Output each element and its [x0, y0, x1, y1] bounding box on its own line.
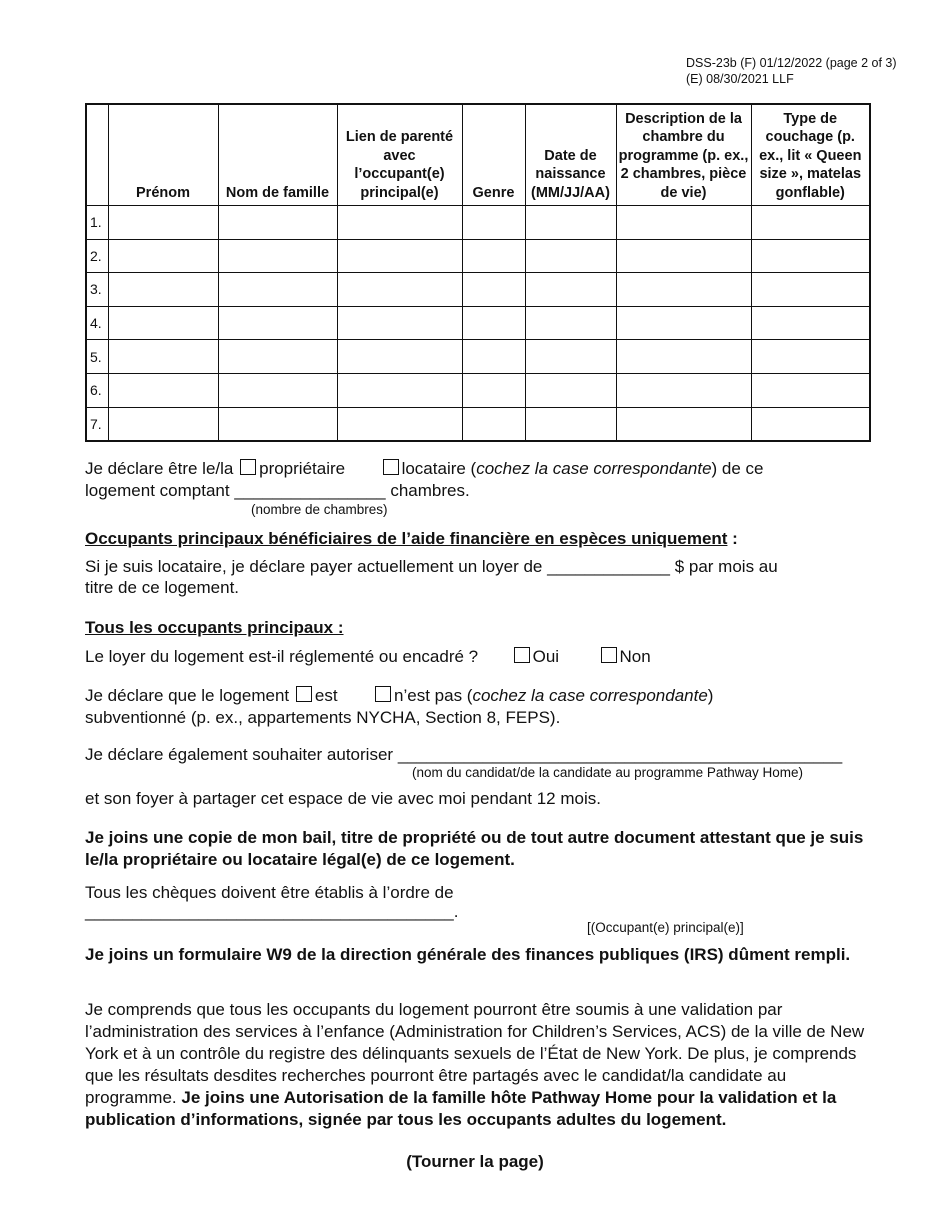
first-name-cell[interactable]: [108, 373, 218, 407]
birthdate-cell[interactable]: [525, 239, 616, 273]
last-name-cell[interactable]: [218, 206, 337, 240]
birthdate-cell[interactable]: [525, 407, 616, 441]
rooms-label: logement comptant: [85, 481, 230, 500]
room-description-cell[interactable]: [616, 273, 751, 307]
last-name-cell[interactable]: [218, 373, 337, 407]
gender-cell[interactable]: [462, 340, 525, 374]
form-code-line2: (E) 08/30/2021 LLF: [686, 72, 794, 86]
gender-cell[interactable]: [462, 407, 525, 441]
col-relationship-header: Lien de parenté avec l’occupant(e) principal(e): [337, 104, 462, 206]
bedding-type-cell[interactable]: [751, 206, 870, 240]
last-name-cell[interactable]: [218, 340, 337, 374]
table-row: [86, 340, 870, 374]
row-number: 1.: [86, 206, 108, 240]
col-gender-header: Genre: [462, 104, 525, 206]
subsidized-label: Je déclare que le logement: [85, 686, 290, 705]
room-description-cell[interactable]: [616, 306, 751, 340]
first-name-cell[interactable]: [108, 306, 218, 340]
relationship-cell[interactable]: [337, 306, 462, 340]
rent-regulated-no-checkbox[interactable]: [601, 647, 617, 663]
first-name-cell[interactable]: [108, 407, 218, 441]
subsidized-line2: subventionné (p. ex., appartements NYCHA, Section 8, FEPS).: [85, 708, 561, 727]
tenant-checkbox[interactable]: [383, 459, 399, 475]
col-room-description-header: Description de la chambre du programme (p. ex., 2 chambres, pièce de vie): [616, 104, 751, 206]
room-description-cell[interactable]: [616, 407, 751, 441]
room-description-cell[interactable]: [616, 373, 751, 407]
authorization-attachment-note: Je joins une Autorisation de la famille hôte Pathway Home pour la validation et la publication d’informations, signée par tous les occupants adultes du logement.: [85, 1088, 837, 1129]
authorize-label: Je déclare également souhaiter autoriser: [85, 745, 394, 764]
all-occupants-heading: [85, 617, 344, 639]
declaration-line2: [85, 480, 470, 502]
understanding-paragraph: [85, 999, 870, 1131]
tenant-label-end: ) de ce: [711, 459, 764, 478]
col-number-header: [86, 104, 108, 206]
subsidized-is-not-checkbox[interactable]: [375, 686, 391, 702]
relationship-cell[interactable]: [337, 407, 462, 441]
relationship-cell[interactable]: [337, 239, 462, 273]
room-description-cell[interactable]: [616, 340, 751, 374]
subsidized-line1: [85, 685, 713, 707]
form-code-line1: DSS-23b (F) 01/12/2022 (page 2 of 3): [686, 56, 897, 70]
col-first-name-header: Prénom: [108, 104, 218, 206]
bedding-type-cell[interactable]: [751, 373, 870, 407]
rent-regulated-question: [85, 646, 651, 668]
is-not-label: n’est pas (: [394, 686, 473, 705]
table-row: [86, 407, 870, 441]
relationship-cell[interactable]: [337, 373, 462, 407]
relationship-cell[interactable]: [337, 273, 462, 307]
table-row: [86, 306, 870, 340]
row-number: 4.: [86, 306, 108, 340]
table-header-row: [86, 104, 870, 206]
table-row: [86, 239, 870, 273]
row-number: 6.: [86, 373, 108, 407]
first-name-cell[interactable]: [108, 239, 218, 273]
last-name-cell[interactable]: [218, 273, 337, 307]
birthdate-cell[interactable]: [525, 373, 616, 407]
rent-amount-line1: Si je suis locataire, je déclare payer actuellement un loyer de _____________ $ par mois au: [85, 557, 778, 576]
col-bedding-type-header: Type de couchage (p. ex., lit « Queen size », matelas gonflable): [751, 104, 870, 206]
last-name-cell[interactable]: [218, 407, 337, 441]
tenant-instruction: cochez la case correspondante: [476, 459, 712, 478]
row-number: 2.: [86, 239, 108, 273]
owner-label: propriétaire: [259, 459, 346, 478]
checks-payable-label: Tous les chèques doivent être établis à l’ordre de: [85, 883, 454, 902]
room-description-cell[interactable]: [616, 206, 751, 240]
checks-payable-caption: [(Occupant(e) principal(e)]: [587, 920, 744, 935]
col-last-name-header: Nom de famille: [218, 104, 337, 206]
rent-regulated-yes-checkbox[interactable]: [514, 647, 530, 663]
yes-label: Oui: [532, 647, 560, 666]
gender-cell[interactable]: [462, 373, 525, 407]
no-label: Non: [619, 647, 651, 666]
first-name-cell[interactable]: [108, 340, 218, 374]
rooms-label-end: chambres.: [390, 481, 470, 500]
owner-checkbox[interactable]: [240, 459, 256, 475]
rent-amount-line2: titre de ce logement.: [85, 578, 240, 597]
is-not-instruction: cochez la case correspondante: [472, 686, 708, 705]
relationship-cell[interactable]: [337, 340, 462, 374]
lease-attachment-note: Je joins une copie de mon bail, titre de propriété ou de tout autre document attestant que je suis le/la propriétaire ou locataire légal(e) de ce logement.: [85, 828, 864, 869]
gender-cell[interactable]: [462, 273, 525, 307]
rooms-caption: (nombre de chambres): [251, 502, 388, 517]
first-name-cell[interactable]: [108, 273, 218, 307]
rent-regulated-text: Le loyer du logement est-il réglementé ou encadré ?: [85, 647, 479, 666]
gender-cell[interactable]: [462, 206, 525, 240]
bedding-type-cell[interactable]: [751, 407, 870, 441]
cash-heading-colon: :: [727, 529, 738, 548]
candidate-name-caption: (nom du candidat/de la candidate au programme Pathway Home): [412, 765, 803, 780]
tenant-label: locataire (: [401, 459, 477, 478]
bedding-type-cell[interactable]: [751, 239, 870, 273]
bedding-type-cell[interactable]: [751, 306, 870, 340]
cash-section-heading: [85, 528, 738, 550]
bedding-type-cell[interactable]: [751, 273, 870, 307]
table-row: [86, 206, 870, 240]
birthdate-cell[interactable]: [525, 273, 616, 307]
subsidized-is-checkbox[interactable]: [296, 686, 312, 702]
birthdate-cell[interactable]: [525, 340, 616, 374]
turn-page-note: (Tourner la page): [406, 1152, 544, 1171]
declaration-line1: [85, 458, 764, 480]
candidate-name-blank[interactable]: _______________________________________________: [397, 745, 843, 764]
first-name-cell[interactable]: [108, 206, 218, 240]
birthdate-cell[interactable]: [525, 306, 616, 340]
birthdate-cell[interactable]: [525, 206, 616, 240]
rooms-blank[interactable]: ________________: [234, 481, 386, 500]
row-number: 5.: [86, 340, 108, 374]
is-label: est: [314, 686, 338, 705]
understanding-text: Je comprends que tous les occupants du logement pourront être soumis à une validation par l’administration des services à l’enfance (Administration for Children’s Services, ACS) de la ville de New York et à un contrôle du registre des délinquants sexuels de l’État de New York. De plus, je comprends que les résultats desdites recherches pourront être partagés avec le candidat/la candidate au programme.: [85, 1000, 865, 1107]
w9-attachment-note: Je joins un formulaire W9 de la direction générale des finances publiques (IRS) dûment rempli.: [85, 945, 851, 964]
table-row: [86, 273, 870, 307]
last-name-cell[interactable]: [218, 306, 337, 340]
table-row: [86, 373, 870, 407]
gender-cell[interactable]: [462, 239, 525, 273]
last-name-cell[interactable]: [218, 239, 337, 273]
all-occupants-heading-text: Tous les occupants principaux :: [85, 618, 344, 637]
authorize-line2: et son foyer à partager cet espace de vie avec moi pendant 12 mois.: [85, 789, 601, 808]
cash-heading-text: Occupants principaux bénéficiaires de l’aide financière en espèces uniquement: [85, 529, 728, 548]
row-number: 7.: [86, 407, 108, 441]
gender-cell[interactable]: [462, 306, 525, 340]
is-not-label-end: ): [707, 686, 714, 705]
declaration-part1: Je déclare être le/la: [85, 459, 234, 478]
col-birthdate-header: Date de naissance (MM/JJ/AA): [525, 104, 616, 206]
authorize-line: [85, 744, 842, 766]
relationship-cell[interactable]: [337, 206, 462, 240]
form-code: [686, 55, 897, 87]
room-description-cell[interactable]: [616, 239, 751, 273]
checks-payable-blank[interactable]: _______________________________________.: [85, 902, 459, 921]
occupants-table: [85, 103, 871, 442]
row-number: 3.: [86, 273, 108, 307]
bedding-type-cell[interactable]: [751, 340, 870, 374]
